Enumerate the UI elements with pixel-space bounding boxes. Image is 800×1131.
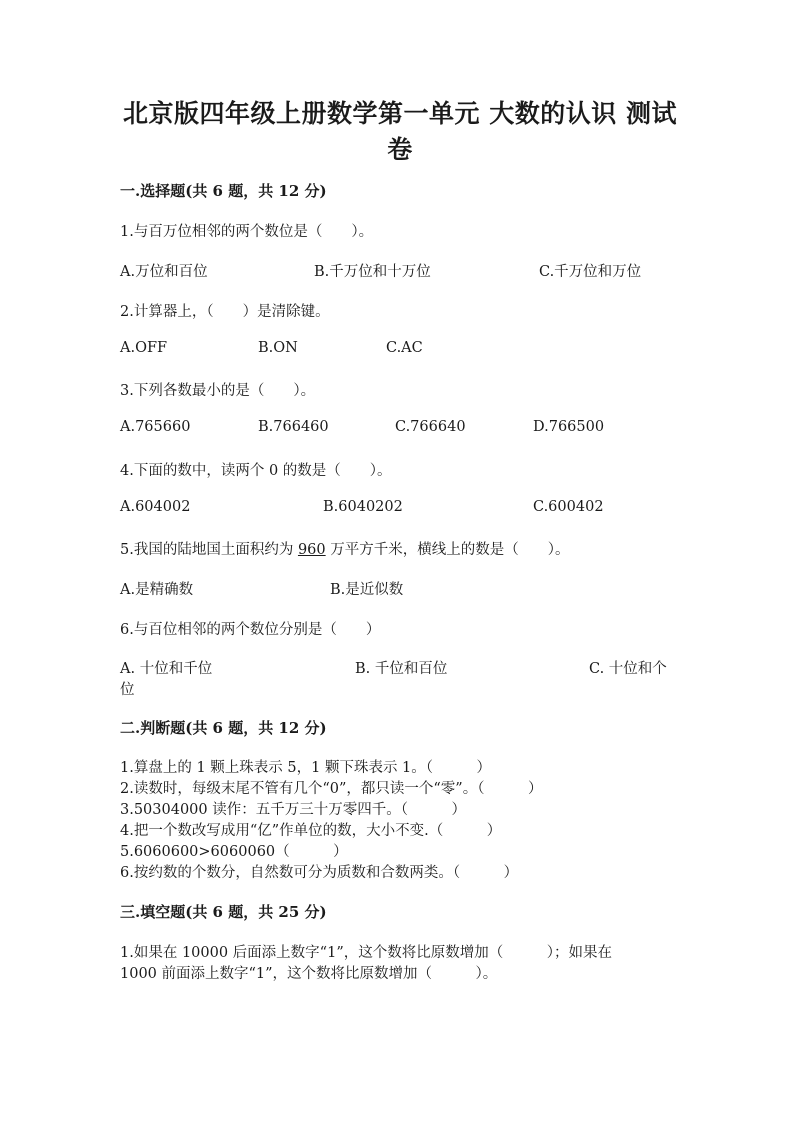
section-heading-choice: 一.选择题(共 6 题，共 12 分) [120, 182, 327, 200]
q3-option-d: D.766500 [533, 419, 605, 435]
q4-option-a: A.604002 [120, 499, 191, 515]
judgement-item-1: 1.算盘上的 1 颗上珠表示 5，1 颗下珠表示 1。（ ） [120, 760, 492, 776]
section-heading-fill-blank: 三.填空题(共 6 题，共 25 分) [120, 903, 327, 921]
q3-option-b: B.766460 [258, 419, 329, 435]
q1-option-a: A.万位和百位 [120, 264, 208, 280]
judgement-item-6: 6.按约数的个数分，自然数可分为质数和合数两类。（ ） [120, 865, 519, 881]
question-5 [120, 538, 570, 559]
q2-option-a: A.OFF [120, 340, 168, 356]
q1-option-b: B.千万位和十万位 [314, 264, 431, 280]
q1-option-c: C.千万位和万位 [539, 264, 642, 280]
title-line-2: 卷 [387, 135, 413, 164]
q6-option-b: B. 千位和百位 [355, 661, 448, 677]
q2-option-c: C.AC [386, 340, 423, 356]
question-2: 2.计算器上，（ ）是清除键。 [120, 304, 330, 320]
question-5-underlined-number: 960 [297, 542, 326, 558]
q3-option-c: C.766640 [395, 419, 466, 435]
q4-option-c: C.600402 [533, 499, 604, 515]
judgement-item-4: 4.把一个数改写成用“亿”作单位的数，大小不变.（ ） [120, 823, 502, 839]
title-line-1: 北京版四年级上册数学第一单元 大数的认识 测试 [123, 99, 677, 128]
q4-option-b: B.6040202 [323, 499, 403, 515]
q6-option-c: C. 十位和个 [589, 661, 667, 677]
question-3: 3.下列各数最小的是（ ）。 [120, 383, 316, 399]
judgement-item-3: 3.50304000 读作：五千万三十万零四千。（ ） [120, 802, 466, 818]
question-4: 4.下面的数中，读两个 0 的数是（ ）。 [120, 463, 392, 479]
question-5-suffix: 万平方千米，横线上的数是（ ）。 [325, 542, 570, 558]
question-5-prefix: 5.我国的陆地国土面积约为 [120, 542, 298, 558]
section-heading-judgement: 二.判断题(共 6 题，共 12 分) [120, 719, 327, 737]
q5-option-a: A.是精确数 [120, 582, 194, 598]
exam-title [110, 96, 690, 168]
fill-question-1-line-1: 1.如果在 10000 后面添上数字“1”，这个数将比原数增加（ ）；如果在 [120, 945, 612, 961]
q3-option-a: A.765660 [120, 419, 191, 435]
question-1: 1.与百万位相邻的两个数位是（ ）。 [120, 224, 374, 240]
q2-option-b: B.ON [258, 340, 298, 356]
fill-question-1-line-2: 1000 前面添上数字“1”，这个数将比原数增加（ ）。 [120, 966, 498, 982]
judgement-item-2: 2.读数时，每级末尾不管有几个“0”，都只读一个“零”。（ ） [120, 781, 543, 797]
q6-option-c-wrap: 位 [120, 682, 135, 698]
question-6: 6.与百位相邻的两个数位分别是（ ） [120, 622, 381, 638]
q5-option-b: B.是近似数 [330, 582, 404, 598]
q6-option-a: A. 十位和千位 [120, 661, 213, 677]
judgement-item-5: 5.6060600>6060060（ ） [120, 844, 348, 860]
